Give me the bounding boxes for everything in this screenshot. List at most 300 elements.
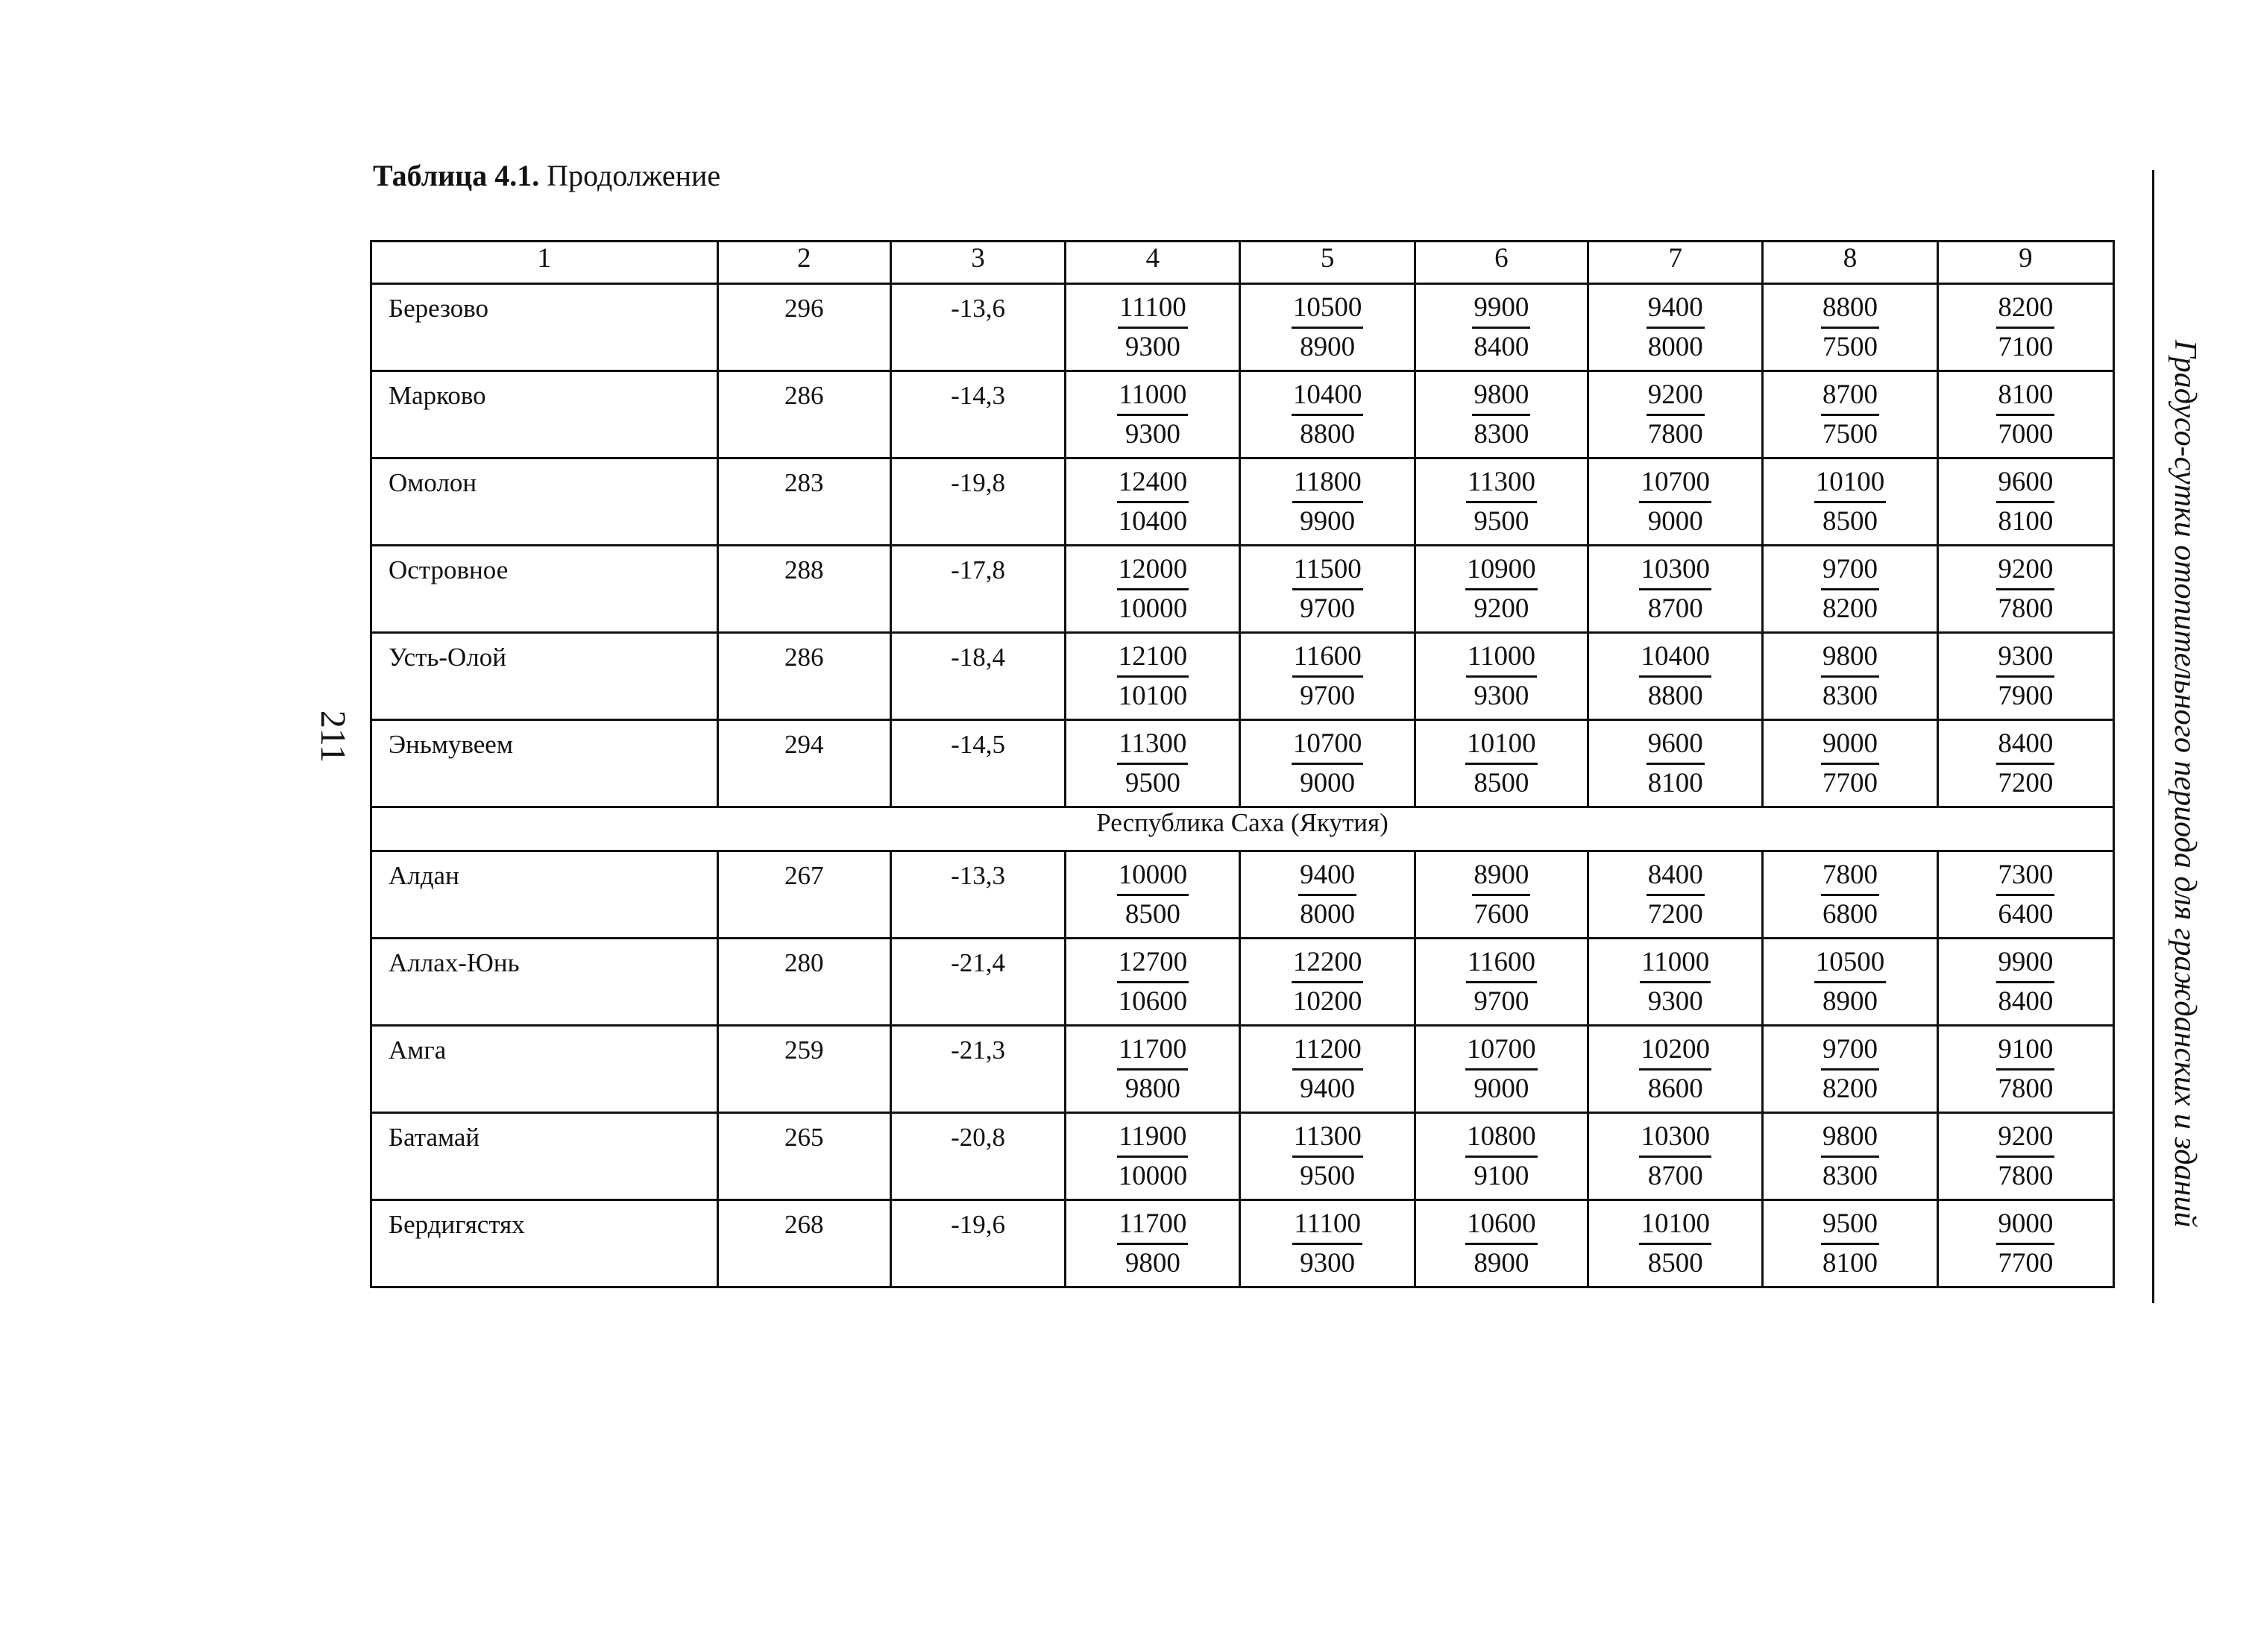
- fraction-numerator: 9400: [1647, 292, 1705, 329]
- fraction-numerator: 9900: [1472, 292, 1530, 329]
- duration-cell: 259: [717, 1026, 890, 1113]
- degree-days-cell: [1588, 546, 1763, 633]
- degree-days-cell: [1937, 1200, 2113, 1287]
- fraction: [1292, 467, 1363, 537]
- fraction: [1996, 1034, 2054, 1105]
- duration-cell: 283: [717, 458, 890, 546]
- duration-cell: 296: [717, 284, 890, 371]
- fraction-denominator: 8700: [1647, 593, 1703, 624]
- fraction-numerator: 10500: [1814, 947, 1887, 983]
- degree-days-cell: [1415, 720, 1588, 807]
- degree-days-cell: [1240, 1113, 1415, 1200]
- column-header: 3: [890, 242, 1065, 284]
- degree-days-cell: [1415, 1026, 1588, 1113]
- fraction-denominator: 7100: [1998, 332, 2054, 362]
- fraction: [1814, 947, 1887, 1018]
- degree-days-cell: [1415, 458, 1588, 546]
- temperature-cell: -21,4: [890, 939, 1065, 1026]
- station-name: Усть-Олой: [371, 633, 718, 720]
- fraction-denominator: 8100: [1647, 768, 1703, 798]
- degree-days-cell: [1066, 720, 1240, 807]
- fraction: [1117, 1208, 1188, 1279]
- fraction-numerator: 10200: [1639, 1034, 1711, 1071]
- column-header: 5: [1240, 242, 1415, 284]
- degree-days-cell: [1588, 939, 1763, 1026]
- degree-days-cell: [1763, 1113, 1937, 1200]
- fraction-denominator: 8500: [1647, 1248, 1703, 1279]
- degree-days-cell: [1415, 546, 1588, 633]
- degree-days-cell: [1066, 1113, 1240, 1200]
- table-caption-label: Таблица 4.1.: [373, 159, 540, 192]
- fraction-numerator: 10100: [1814, 467, 1887, 503]
- fraction-numerator: 9800: [1821, 1121, 1879, 1158]
- fraction-numerator: 8200: [1996, 292, 2054, 329]
- fraction-denominator: 7800: [1998, 593, 2054, 624]
- fraction: [1996, 641, 2054, 712]
- fraction-numerator: 12000: [1117, 554, 1189, 590]
- fraction-denominator: 8600: [1647, 1074, 1703, 1104]
- fraction-numerator: 9700: [1821, 1034, 1879, 1071]
- fraction-denominator: 9300: [1125, 332, 1180, 362]
- fraction-denominator: 7700: [1822, 768, 1878, 798]
- fraction-numerator: 9800: [1472, 379, 1530, 416]
- fraction-denominator: 7200: [1998, 768, 2054, 798]
- fraction: [1647, 860, 1705, 930]
- fraction-numerator: 10000: [1117, 860, 1189, 896]
- degree-days-cell: [1937, 939, 2113, 1026]
- fraction-numerator: 11000: [1117, 379, 1188, 416]
- column-header: 6: [1415, 242, 1588, 284]
- fraction-denominator: 8900: [1474, 1248, 1529, 1279]
- degree-days-cell: [1763, 458, 1937, 546]
- duration-cell: 268: [717, 1200, 890, 1287]
- fraction: [1117, 728, 1188, 799]
- table-caption-rest: Продолжение: [539, 159, 721, 192]
- fraction: [1814, 467, 1887, 537]
- table-row: [371, 284, 2114, 371]
- fraction-denominator: 10000: [1118, 593, 1188, 624]
- fraction-denominator: 9700: [1474, 986, 1529, 1017]
- fraction-numerator: 10700: [1292, 728, 1364, 765]
- fraction: [1465, 1121, 1538, 1192]
- fraction: [1298, 860, 1356, 930]
- fraction-denominator: 7500: [1822, 419, 1878, 450]
- degree-days-cell: [1937, 546, 2113, 633]
- fraction-denominator: 8900: [1822, 986, 1878, 1017]
- duration-cell: 294: [717, 720, 890, 807]
- degree-days-cell: [1415, 371, 1588, 458]
- fraction-numerator: 9200: [1996, 1121, 2054, 1158]
- column-header: 4: [1066, 242, 1240, 284]
- table-row: [371, 720, 2114, 807]
- fraction: [1647, 379, 1705, 450]
- degree-days-cell: [1763, 851, 1937, 939]
- fraction: [1292, 728, 1364, 799]
- fraction-numerator: 12100: [1117, 641, 1189, 678]
- degree-days-cell: [1240, 720, 1415, 807]
- station-name: Марково: [371, 371, 718, 458]
- fraction-numerator: 9200: [1647, 379, 1705, 416]
- degree-days-cell: [1588, 458, 1763, 546]
- degree-days-cell: [1415, 1200, 1588, 1287]
- fraction: [1292, 641, 1363, 712]
- degree-days-cell: [1588, 851, 1763, 939]
- duration-cell: 280: [717, 939, 890, 1026]
- degree-days-cell: [1415, 939, 1588, 1026]
- fraction-denominator: 8200: [1822, 1074, 1878, 1104]
- table-row: [371, 371, 2114, 458]
- degree-days-cell: [1937, 371, 2113, 458]
- fraction-numerator: 12400: [1117, 467, 1189, 503]
- fraction-numerator: 10300: [1639, 554, 1711, 590]
- degree-days-cell: [1588, 284, 1763, 371]
- fraction: [1996, 1121, 2054, 1192]
- degree-days-cell: [1937, 458, 2113, 546]
- temperature-cell: -21,3: [890, 1026, 1065, 1113]
- degree-days-cell: [1415, 633, 1588, 720]
- fraction-numerator: 11100: [1118, 292, 1188, 329]
- fraction-denominator: 8000: [1647, 332, 1703, 362]
- degree-days-cell: [1763, 1200, 1937, 1287]
- degree-days-cell: [1240, 1200, 1415, 1287]
- table-row: [371, 1113, 2114, 1200]
- station-name: Батамай: [371, 1113, 718, 1200]
- temperature-cell: -14,3: [890, 371, 1065, 458]
- degree-days-cell: [1415, 284, 1588, 371]
- degree-days-cell: [1588, 1200, 1763, 1287]
- fraction: [1996, 379, 2054, 450]
- fraction-denominator: 10600: [1118, 986, 1188, 1017]
- fraction-numerator: 11000: [1640, 947, 1711, 983]
- degree-days-cell: [1937, 284, 2113, 371]
- station-name: Алдан: [371, 851, 718, 939]
- degree-days-cell: [1066, 633, 1240, 720]
- fraction-numerator: 10900: [1465, 554, 1538, 590]
- degree-days-cell: [1240, 284, 1415, 371]
- fraction: [1996, 860, 2054, 930]
- fraction: [1647, 292, 1705, 363]
- fraction-numerator: 11700: [1117, 1208, 1188, 1245]
- side-caption: Градусо-сутки отопительного периода для гражданских и зданий: [2168, 340, 2202, 1228]
- fraction: [1639, 1034, 1711, 1105]
- degree-days-cell: [1763, 371, 1937, 458]
- degree-days-cell: [1240, 458, 1415, 546]
- fraction-denominator: 8400: [1998, 986, 2054, 1017]
- fraction-denominator: 8500: [1474, 768, 1529, 798]
- fraction: [1117, 641, 1189, 712]
- degree-days-cell: [1066, 284, 1240, 371]
- fraction-numerator: 9600: [1996, 467, 2054, 503]
- degree-days-cell: [1937, 851, 2113, 939]
- fraction-numerator: 10500: [1292, 292, 1364, 329]
- fraction-denominator: 9300: [1300, 1248, 1356, 1279]
- column-header: 2: [717, 242, 890, 284]
- fraction-denominator: 9000: [1300, 768, 1356, 798]
- fraction-numerator: 11900: [1117, 1121, 1188, 1158]
- fraction: [1821, 554, 1879, 625]
- fraction-denominator: 7500: [1822, 332, 1878, 362]
- degree-days-cell: [1415, 851, 1588, 939]
- table-body: [371, 242, 2114, 1287]
- fraction: [1465, 1034, 1538, 1105]
- fraction: [1465, 1208, 1538, 1279]
- degree-days-cell: [1937, 1113, 2113, 1200]
- column-header: 9: [1937, 242, 2113, 284]
- station-name: Омолон: [371, 458, 718, 546]
- fraction-denominator: 9000: [1647, 506, 1703, 537]
- degree-days-cell: [1066, 939, 1240, 1026]
- column-header: 1: [371, 242, 718, 284]
- fraction-denominator: 8800: [1647, 681, 1703, 711]
- temperature-cell: -18,4: [890, 633, 1065, 720]
- side-rule: [2152, 170, 2157, 1303]
- fraction: [1292, 1208, 1362, 1279]
- fraction-numerator: 10100: [1639, 1208, 1711, 1245]
- fraction-denominator: 9300: [1647, 986, 1703, 1017]
- fraction-denominator: 9700: [1300, 681, 1356, 711]
- fraction: [1292, 554, 1363, 625]
- station-name: Аллах-Юнь: [371, 939, 718, 1026]
- fraction-denominator: 8300: [1822, 681, 1878, 711]
- fraction-denominator: 8300: [1474, 419, 1529, 450]
- fraction-denominator: 8100: [1998, 506, 2054, 537]
- table-row: [371, 851, 2114, 939]
- fraction-numerator: 9100: [1996, 1034, 2054, 1071]
- fraction-numerator: 11600: [1292, 641, 1363, 678]
- page-number: 211: [313, 710, 353, 763]
- degree-days-cell: [1763, 1026, 1937, 1113]
- temperature-cell: -19,6: [890, 1200, 1065, 1287]
- degree-days-cell: [1588, 1026, 1763, 1113]
- fraction: [1639, 467, 1711, 537]
- fraction-numerator: 10700: [1639, 467, 1711, 503]
- degree-days-cell: [1066, 1200, 1240, 1287]
- fraction-denominator: 7700: [1998, 1248, 2054, 1279]
- fraction-denominator: 7200: [1647, 899, 1703, 930]
- fraction-numerator: 11600: [1466, 947, 1537, 983]
- fraction-numerator: 12700: [1117, 947, 1189, 983]
- table-row: [371, 939, 2114, 1026]
- fraction: [1117, 860, 1189, 930]
- duration-cell: 265: [717, 1113, 890, 1200]
- fraction: [1821, 728, 1879, 799]
- table-row: [371, 1200, 2114, 1287]
- fraction: [1292, 292, 1364, 363]
- fraction-numerator: 9700: [1821, 554, 1879, 590]
- fraction-denominator: 6400: [1998, 899, 2054, 930]
- fraction: [1117, 1034, 1188, 1105]
- degree-days-cell: [1066, 851, 1240, 939]
- temperature-cell: -14,5: [890, 720, 1065, 807]
- fraction: [1117, 947, 1189, 1018]
- fraction-denominator: 9800: [1125, 1248, 1180, 1279]
- fraction: [1292, 947, 1364, 1018]
- fraction: [1472, 379, 1530, 450]
- fraction-denominator: 8500: [1822, 506, 1878, 537]
- station-name: Бердигястях: [371, 1200, 718, 1287]
- fraction-numerator: 9800: [1821, 641, 1879, 678]
- fraction: [1466, 467, 1537, 537]
- fraction: [1996, 292, 2054, 363]
- fraction-denominator: 9500: [1125, 768, 1180, 798]
- fraction-denominator: 9200: [1474, 593, 1529, 624]
- fraction-denominator: 9900: [1300, 506, 1356, 537]
- fraction-numerator: 11200: [1292, 1034, 1363, 1071]
- fraction: [1466, 641, 1537, 712]
- degree-days-cell: [1588, 720, 1763, 807]
- fraction-numerator: 11500: [1292, 554, 1363, 590]
- fraction-denominator: 9000: [1474, 1074, 1529, 1104]
- fraction: [1996, 554, 2054, 625]
- fraction-numerator: 8100: [1996, 379, 2054, 416]
- station-name: Березово: [371, 284, 718, 371]
- fraction-denominator: 8800: [1300, 419, 1356, 450]
- fraction: [1821, 860, 1879, 930]
- fraction-denominator: 9500: [1300, 1161, 1356, 1191]
- fraction-denominator: 9800: [1125, 1074, 1180, 1104]
- degree-days-cell: [1240, 633, 1415, 720]
- degree-days-cell: [1763, 284, 1937, 371]
- fraction: [1292, 1034, 1363, 1105]
- fraction: [1996, 947, 2054, 1018]
- fraction-numerator: 9500: [1821, 1208, 1879, 1245]
- degree-days-cell: [1763, 720, 1937, 807]
- fraction: [1821, 1034, 1879, 1105]
- degree-days-cell: [1240, 371, 1415, 458]
- region-row: [371, 807, 2114, 851]
- fraction-numerator: 8400: [1996, 728, 2054, 765]
- degree-days-cell: [1937, 1026, 2113, 1113]
- fraction-numerator: 9600: [1647, 728, 1705, 765]
- duration-cell: 286: [717, 371, 890, 458]
- duration-cell: 286: [717, 633, 890, 720]
- degree-days-cell: [1240, 851, 1415, 939]
- degree-days-cell: [1415, 1113, 1588, 1200]
- fraction-denominator: 8000: [1300, 899, 1356, 930]
- table-row: [371, 633, 2114, 720]
- station-name: Амга: [371, 1026, 718, 1113]
- fraction-denominator: 10100: [1118, 681, 1188, 711]
- fraction-denominator: 7000: [1998, 419, 2054, 450]
- fraction-denominator: 9300: [1474, 681, 1529, 711]
- fraction: [1465, 728, 1538, 799]
- fraction: [1465, 554, 1538, 625]
- fraction-numerator: 8400: [1647, 860, 1705, 896]
- fraction-numerator: 9900: [1996, 947, 2054, 983]
- fraction-numerator: 7300: [1996, 860, 2054, 896]
- fraction-numerator: 10700: [1465, 1034, 1538, 1071]
- degree-days-cell: [1588, 371, 1763, 458]
- table-row: [371, 458, 2114, 546]
- fraction-denominator: 10200: [1292, 986, 1362, 1017]
- fraction-denominator: 10400: [1118, 506, 1188, 537]
- temperature-cell: -13,6: [890, 284, 1065, 371]
- fraction: [1292, 1121, 1363, 1192]
- fraction-denominator: 9700: [1300, 593, 1356, 624]
- fraction: [1117, 467, 1189, 537]
- fraction-numerator: 10800: [1465, 1121, 1538, 1158]
- fraction-denominator: 8700: [1647, 1161, 1703, 1191]
- fraction: [1821, 292, 1879, 363]
- fraction-denominator: 7800: [1998, 1161, 2054, 1191]
- degree-days-cell: [1066, 546, 1240, 633]
- fraction-numerator: 11700: [1117, 1034, 1188, 1071]
- fraction-denominator: 9300: [1125, 419, 1180, 450]
- station-name: Островное: [371, 546, 718, 633]
- fraction-numerator: 9300: [1996, 641, 2054, 678]
- fraction-numerator: 10400: [1292, 379, 1364, 416]
- degree-days-cell: [1763, 633, 1937, 720]
- fraction-numerator: 8900: [1472, 860, 1530, 896]
- degree-days-cell: [1066, 1026, 1240, 1113]
- fraction: [1821, 379, 1879, 450]
- fraction: [1639, 1208, 1711, 1279]
- temperature-cell: -13,3: [890, 851, 1065, 939]
- degree-days-cell: [1937, 720, 2113, 807]
- fraction-numerator: 10600: [1465, 1208, 1538, 1245]
- fraction: [1821, 1208, 1879, 1279]
- fraction-numerator: 12200: [1292, 947, 1364, 983]
- fraction: [1117, 379, 1188, 450]
- fraction-numerator: 11300: [1117, 728, 1188, 765]
- duration-cell: 267: [717, 851, 890, 939]
- fraction-numerator: 11800: [1292, 467, 1363, 503]
- fraction: [1639, 554, 1711, 625]
- fraction-denominator: 7800: [1998, 1074, 2054, 1104]
- station-name: Эньмувеем: [371, 720, 718, 807]
- fraction-numerator: 9200: [1996, 554, 2054, 590]
- fraction-denominator: 9500: [1474, 506, 1529, 537]
- fraction-numerator: 11000: [1466, 641, 1537, 678]
- fraction: [1640, 947, 1711, 1018]
- fraction-numerator: 10400: [1639, 641, 1711, 678]
- column-header: 8: [1763, 242, 1937, 284]
- fraction: [1996, 467, 2054, 537]
- fraction-denominator: 8900: [1300, 332, 1356, 362]
- fraction-denominator: 8100: [1822, 1248, 1878, 1279]
- column-header: 7: [1588, 242, 1763, 284]
- fraction: [1466, 947, 1537, 1018]
- header-row: [371, 242, 2114, 284]
- fraction-denominator: 8400: [1474, 332, 1529, 362]
- fraction-numerator: 9400: [1298, 860, 1356, 896]
- fraction: [1117, 1121, 1188, 1192]
- fraction-numerator: 8700: [1821, 379, 1879, 416]
- fraction-numerator: 10300: [1639, 1121, 1711, 1158]
- fraction: [1821, 1121, 1879, 1192]
- degree-days-cell: [1763, 939, 1937, 1026]
- fraction-numerator: 9000: [1821, 728, 1879, 765]
- table-row: [371, 1026, 2114, 1113]
- degree-days-cell: [1763, 546, 1937, 633]
- fraction-numerator: 11100: [1292, 1208, 1362, 1245]
- fraction: [1117, 554, 1189, 625]
- duration-cell: 288: [717, 546, 890, 633]
- fraction-denominator: 7600: [1474, 899, 1529, 930]
- fraction-numerator: 10100: [1465, 728, 1538, 765]
- degree-days-cell: [1240, 939, 1415, 1026]
- fraction: [1639, 641, 1711, 712]
- fraction-numerator: 11300: [1466, 467, 1537, 503]
- fraction: [1821, 641, 1879, 712]
- degree-days-cell: [1240, 1026, 1415, 1113]
- temperature-cell: -17,8: [890, 546, 1065, 633]
- fraction-numerator: 7800: [1821, 860, 1879, 896]
- region-heading: Республика Саха (Якутия): [371, 807, 2114, 851]
- degree-days-cell: [1066, 458, 1240, 546]
- fraction-numerator: 11300: [1292, 1121, 1363, 1158]
- degree-days-cell: [1588, 1113, 1763, 1200]
